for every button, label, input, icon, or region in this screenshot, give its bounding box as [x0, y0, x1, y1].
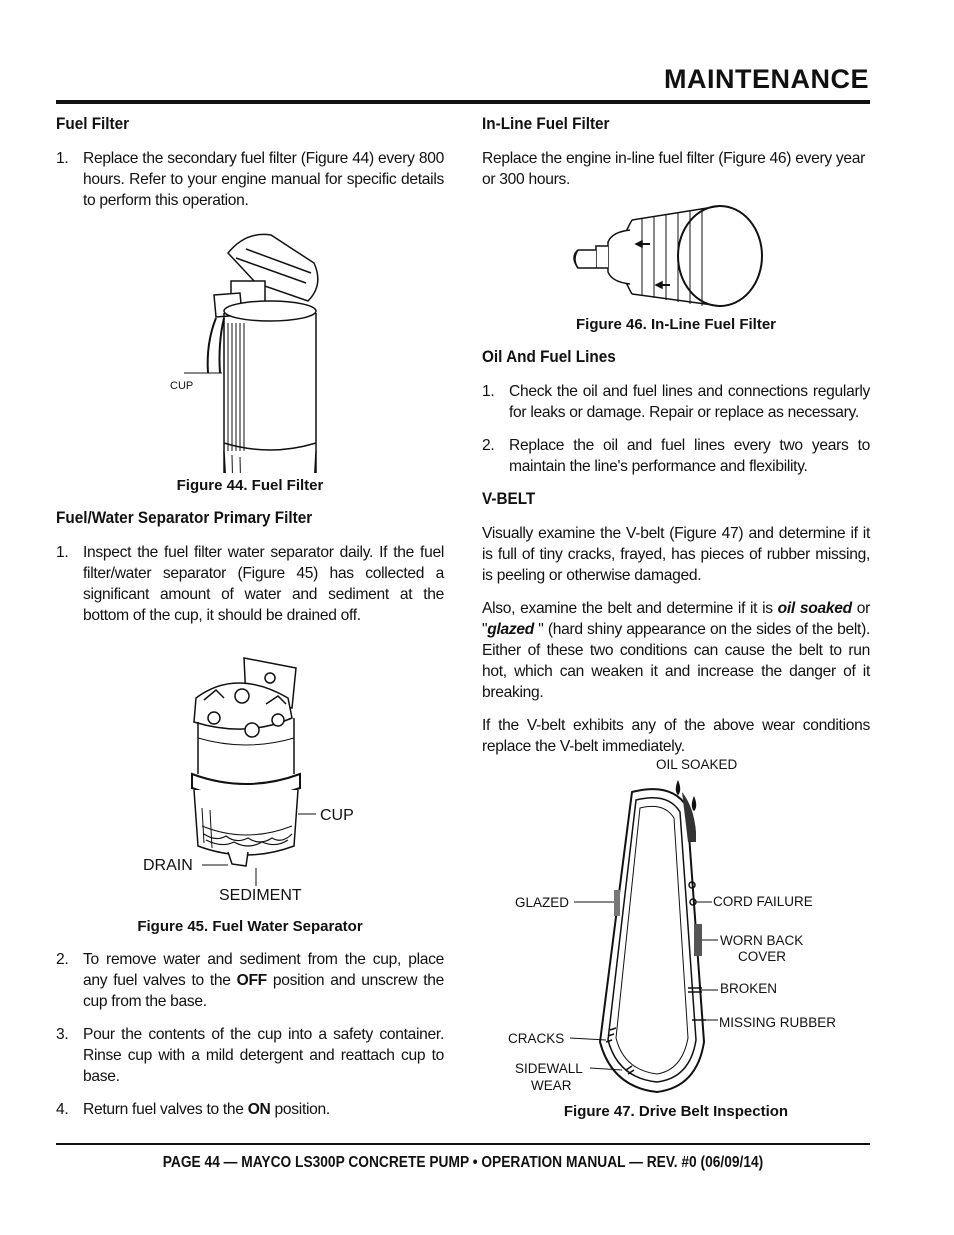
figure-label-cup: CUP	[170, 380, 194, 392]
figure-caption: Figure 47. Drive Belt Inspection	[563, 1103, 789, 1120]
list-number: 2.	[482, 437, 495, 454]
list-number: 2.	[56, 951, 69, 968]
figure-caption: Figure 45. Fuel Water Separator	[137, 918, 363, 935]
figure-label-cracks: CRACKS	[508, 1031, 565, 1046]
text-run: or "	[482, 600, 870, 638]
list-text: Check the oil and fuel lines and connections regularly for leaks or damage. Repair or replace as necessary.	[509, 383, 870, 421]
inline-filter-heading: In-Line Fuel Filter	[482, 114, 610, 133]
list-text: Replace the oil and fuel lines every two years to maintain the line's performance and flexibility.	[509, 437, 870, 475]
figure-label-sidewall-wear: WEAR	[531, 1078, 572, 1093]
drive-belt-figure	[482, 752, 870, 1122]
inline-fuel-filter-figure	[482, 202, 870, 312]
figure-label-drain: DRAIN	[143, 857, 193, 874]
text-run: To remove water and sediment from the cup, place any fuel valves to the	[83, 951, 444, 989]
text-run: Also, examine the belt and determine if it is	[482, 600, 778, 617]
list-text	[83, 949, 444, 1012]
list-number: 1.	[482, 383, 495, 400]
vbelt-paragraph: If the V-belt exhibits any of the above wear conditions replace the V-belt immediately.	[482, 717, 870, 755]
figure-label-cup: CUP	[320, 807, 354, 824]
figure-label-sediment: SEDIMENT	[219, 887, 302, 904]
text-run-bold: OFF	[236, 972, 267, 989]
figure-label-worn-back: WORN BACK	[720, 933, 804, 948]
figure-label-worn-back-cover: COVER	[738, 949, 787, 964]
fuel-filter-figure	[56, 223, 444, 473]
page-footer: PAGE 44 — MAYCO LS300P CONCRETE PUMP • OPERATION MANUAL — REV. #0 (06/09/14)	[162, 1154, 764, 1171]
list-number: 3.	[56, 1026, 69, 1043]
vbelt-paragraph	[482, 598, 870, 703]
text-run: Return fuel valves to the	[83, 1101, 248, 1118]
figure-label-broken: BROKEN	[720, 981, 778, 996]
list-number: 1.	[56, 150, 69, 167]
list-text: Replace the secondary fuel filter (Figure 44) every 800 hours. Refer to your engine manual for specific details to perform this operation.	[83, 150, 444, 209]
figure-caption: Figure 44. Fuel Filter	[176, 477, 324, 494]
left-column	[56, 114, 444, 1132]
vbelt-paragraph: Visually examine the V-belt (Figure 47) and determine if it is full of tiny cracks, frayed, has pieces of rubber missing, is peeling or otherwise damaged.	[482, 525, 870, 584]
text-run: " (hard shiny appearance on the sides of the belt). Either of these two conditions can cause the belt to run hot, which can weaken it and increase the danger of it breaking.	[482, 621, 870, 701]
oil-fuel-lines-heading: Oil And Fuel Lines	[482, 347, 616, 366]
list-item	[56, 949, 444, 1012]
figure-label-glazed: GLAZED	[515, 895, 570, 910]
vbelt-heading: V-BELT	[482, 489, 536, 508]
figure-label-missing-rubber: MISSING RUBBER	[719, 1015, 837, 1030]
figure-caption: Figure 46. In-Line Fuel Filter	[575, 316, 777, 333]
list-number: 1.	[56, 544, 69, 561]
list-item	[482, 381, 870, 423]
text-run: position.	[270, 1101, 330, 1118]
list-text	[83, 1099, 444, 1120]
text-run: position and unscrew the cup from the base.	[83, 972, 444, 1010]
text-run-bold: ON	[247, 1101, 271, 1118]
list-text: Pour the contents of the cup into a safety container. Rinse cup with a mild detergent and reattach cup to base.	[83, 1026, 444, 1085]
list-item	[482, 435, 870, 477]
figure-label-cord-failure: CORD FAILURE	[713, 894, 813, 909]
text-run-emphasis: oil soaked	[777, 600, 852, 617]
figure-label-sidewall: SIDEWALL	[515, 1061, 583, 1076]
separator-heading: Fuel/Water Separator Primary Filter	[56, 508, 313, 527]
right-column	[482, 114, 870, 769]
fuel-water-separator-figure	[56, 638, 444, 908]
list-item	[56, 1099, 444, 1120]
list-number: 4.	[56, 1101, 69, 1118]
list-item	[56, 148, 444, 211]
header-rule	[56, 100, 870, 104]
text-run-emphasis: glazed	[487, 621, 534, 638]
list-item	[56, 1024, 444, 1087]
inline-filter-text: Replace the engine in-line fuel filter (Figure 46) every year or 300 hours.	[482, 150, 866, 188]
page-title: MAINTENANCE	[664, 64, 869, 94]
list-item	[56, 542, 444, 626]
footer-rule	[56, 1143, 870, 1145]
list-text: Inspect the fuel filter water separator daily. If the fuel filter/water separator (Figure 45) has collected a significant amount of water and sediment at the bottom of the cup, it should be drained off.	[83, 544, 444, 624]
fuel-filter-heading: Fuel Filter	[56, 114, 130, 133]
figure-label-oil-soaked: OIL SOAKED	[656, 757, 738, 772]
